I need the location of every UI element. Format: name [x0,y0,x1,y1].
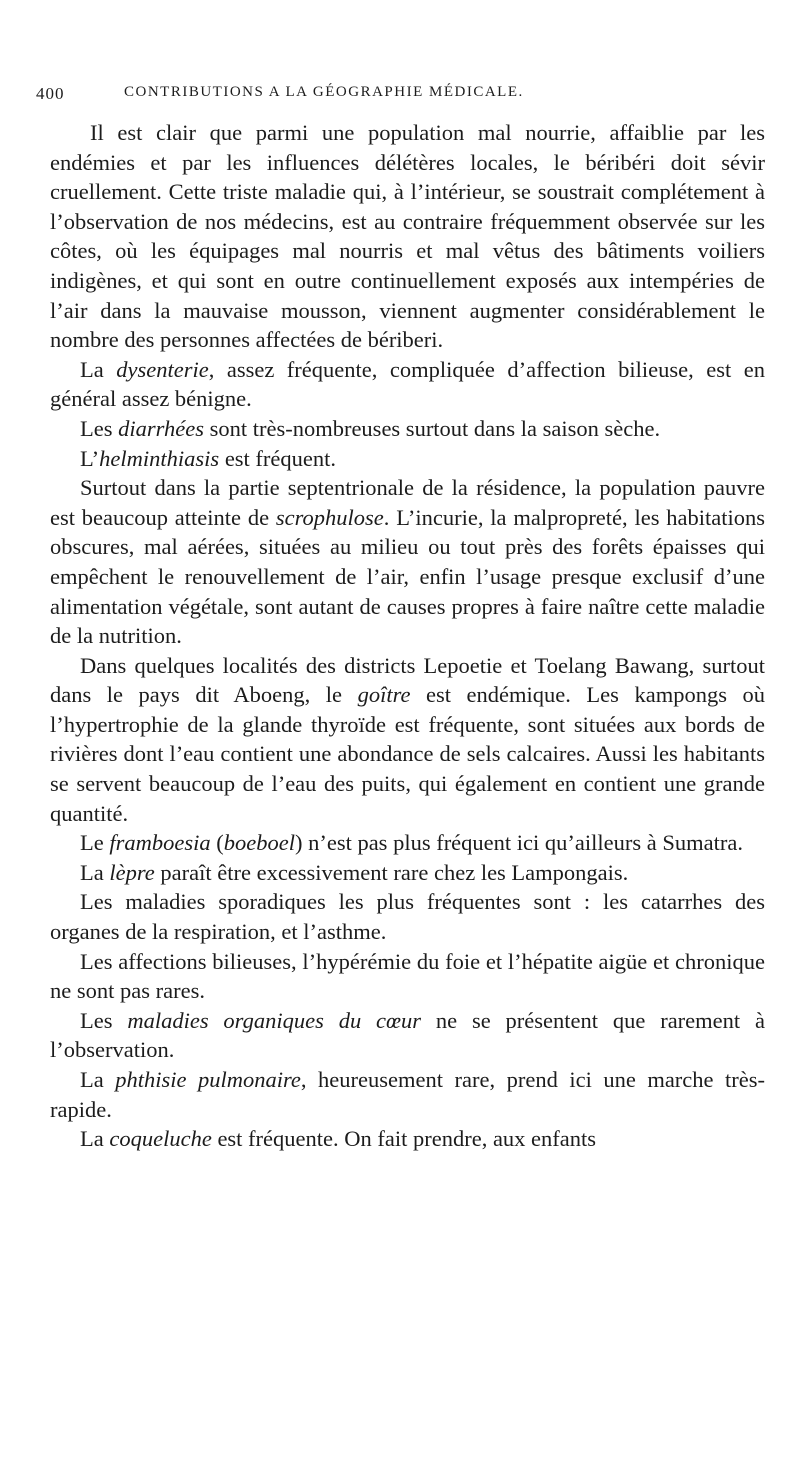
paragraph [50,473,765,651]
page-number: 400 [36,84,65,103]
italic-term: goître [357,682,411,708]
paragraph [50,444,765,474]
text-run: Les [80,1007,128,1033]
paragraph [50,355,765,414]
text-run: sont très-nombreuses surtout dans la saison sèche. [203,415,661,441]
page-header [36,84,771,114]
paragraph [50,118,765,355]
italic-term: dysenterie [116,356,209,382]
paragraph [50,828,765,858]
italic-term: helminthiasis [99,445,220,471]
italic-term: lèpre [109,859,155,885]
text-run: Surtout dans la partie septentrionale de la résidence, la population pauvre est beaucoup atteinte de [50,475,765,530]
paragraph [50,414,765,444]
text-run: L’ [80,445,100,471]
body-text [50,118,765,1154]
text-run: est endémique. Les kampongs où l’hypertrophie de la glande thyroïde est fréquente, sont situées aux bords de rivières dont l’eau contient une abondance de sels calcaires. Aussi les habitants se servent beaucoup de l’eau des puits, qui également en contient une grande quantité. [50,682,765,826]
text-run: est fréquent. [219,445,337,471]
paragraph [50,1006,765,1065]
text-run: La [80,859,110,885]
paragraph [50,858,765,888]
text-run: Le [80,830,110,856]
text-run: La [80,1067,116,1092]
text-run: . L’incurie, la malpropreté, les habitations obscures, mal aérées, situées au milieu ou tout près des forêts épaisses qui empêchent le renouvellement de l’air, enfin l’usage presque exclusif d’une alimentation végétale, sont autant de causes propres à faire naître cette maladie de la nutrition. [50,504,765,649]
italic-term: scrophulose [275,504,384,530]
paragraph [50,947,765,1006]
text-run: paraît être excessivement rare chez les Lampongais. [154,859,629,885]
italic-term: coqueluche [109,1126,212,1152]
text-run: , heureusement rare, prend ici une marche très-rapide. [50,1067,766,1122]
italic-term: maladies organiques du cœur [127,1007,422,1033]
text-run: , assez fréquente, compliquée d’affection bilieuse, est en général assez bénigne. [50,356,765,412]
italic-term: boeboel [223,830,295,856]
paragraph [50,1065,765,1124]
text-run: La [80,1126,110,1152]
text-run: Dans quelques localités des districts Lepoetie et Toelang Bawang, surtout dans le pays dit Aboeng, le [50,652,765,708]
paragraph [50,651,765,829]
text-run: est fréquente. On fait prendre, aux enfants [211,1126,597,1152]
italic-term: framboesia [109,830,211,856]
text-run: Il est clair que parmi une population mal nourrie, affaiblie par les endémies et par les influences délétères locales, le béribéri doit sévir cruellement. Cette triste maladie qui, à l’intérieur, se soustrait complétement à l’observation de nos médecins, est au contraire fréquemment observée sur les côtes, où les équipages mal nourris et mal vêtus des bâtiments voiliers indigènes, et qui sont en outre continuellement exposés aux intempéries de l’air dans la mauvaise mousson, viennent augmenter considérablement le nombre des personnes affectées de bériberi. [50,120,765,353]
text-run: ne se présentent que rarement à l’observation. [50,1007,765,1063]
text-run: La [80,356,117,382]
text-run: Les affections bilieuses, l’hypérémie du foie et l’hépatite aigüe et chronique ne sont pas rares. [50,948,765,1004]
italic-term: phthisie pulmonaire [115,1067,301,1092]
italic-term: diarrhées [118,415,204,441]
text-run: Les maladies sporadiques les plus fréquentes sont : les catarrhes des organes de la respiration, et l’asthme. [50,889,765,945]
text-run: ( [210,830,224,856]
running-title: CONTRIBUTIONS A LA GÉOGRAPHIE MÉDICALE. [124,84,524,100]
paragraph [50,887,765,946]
text-run: ) n’est pas plus fréquent ici qu’ailleurs à Sumatra. [294,830,743,856]
text-run: Les [80,415,119,441]
paragraph [50,1124,765,1154]
